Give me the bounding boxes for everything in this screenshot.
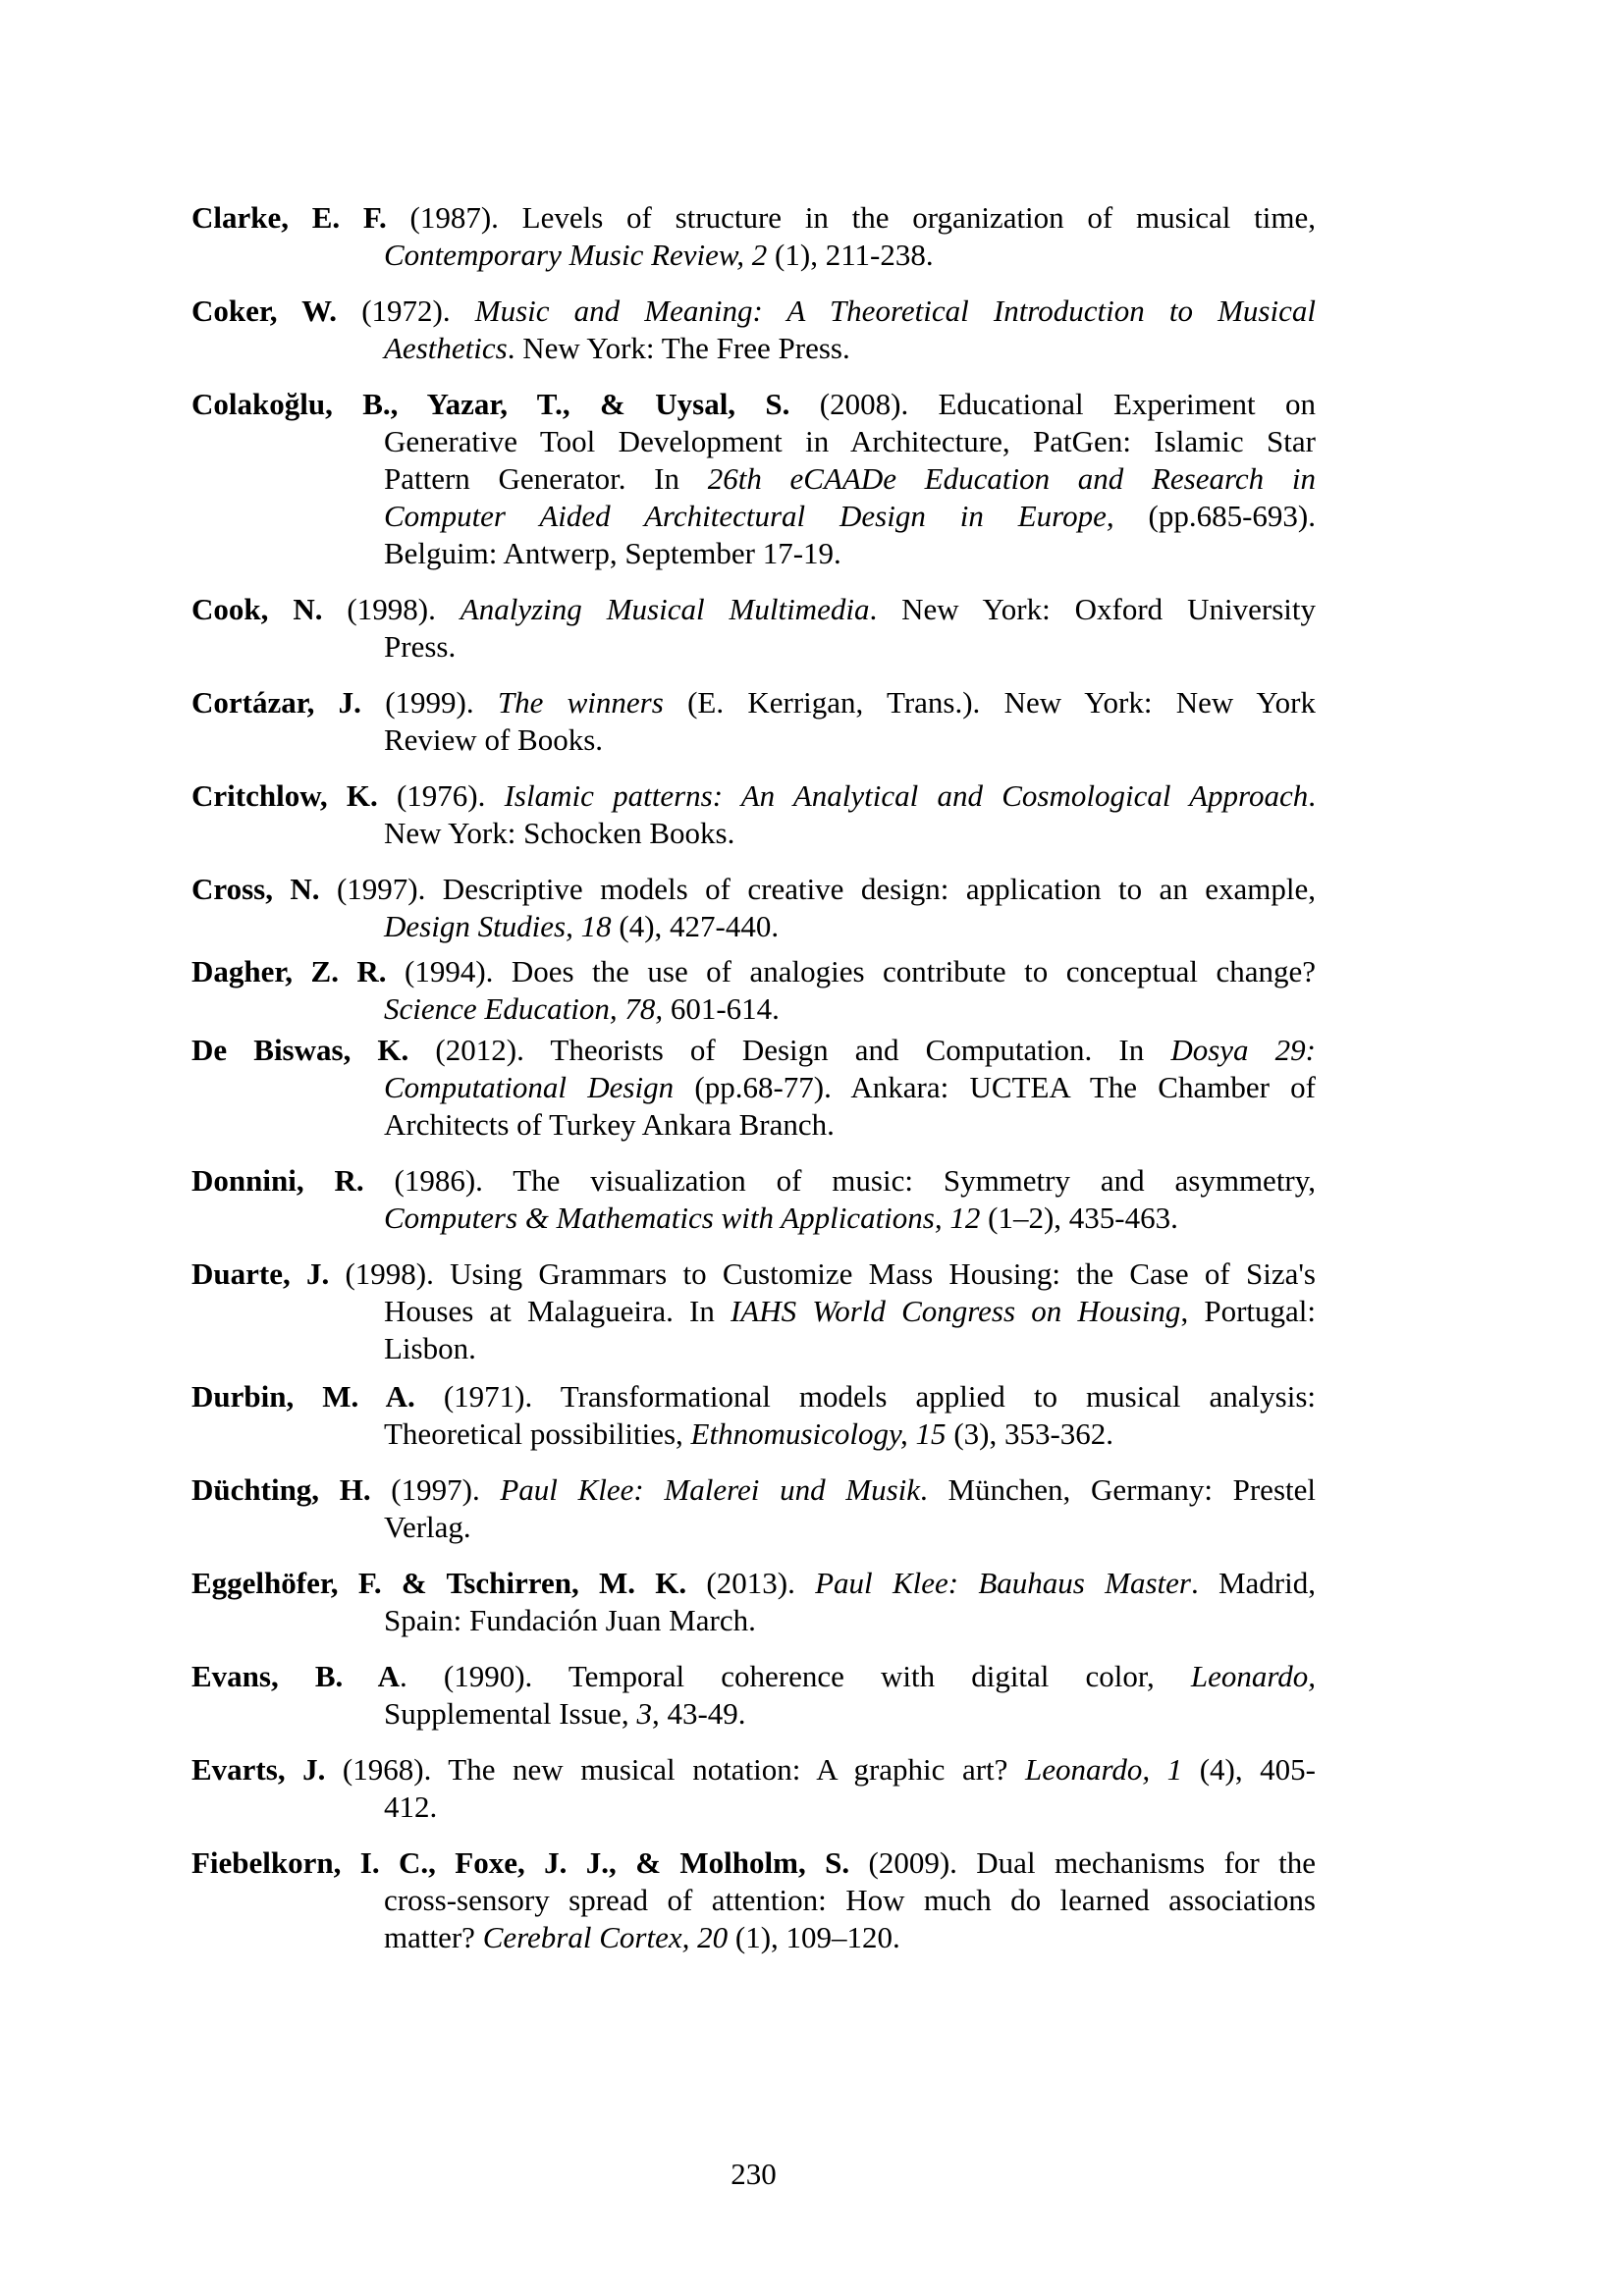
text-run: (1986). The visualization of music: Symmetry and asymmetry, [363, 1163, 1316, 1198]
reference-list [191, 199, 1316, 1975]
italic-title: Islamic patterns: An Analytical and Cosmological Approach [504, 778, 1309, 813]
reference-entry [191, 1751, 1316, 1826]
text-run: , 43-49. [651, 1696, 746, 1731]
author-names: Critchlow, K. [191, 778, 378, 813]
reference-line [191, 777, 1316, 815]
reference-line [384, 1602, 1316, 1639]
reference-line [191, 1032, 1316, 1069]
reference-entry [191, 199, 1316, 274]
reference-line [191, 1751, 1316, 1789]
reference-line [191, 871, 1316, 908]
text-run: (1997). [370, 1472, 501, 1507]
text-run: (2012). Theorists of Design and Computation. In [408, 1033, 1171, 1067]
reference-line [384, 1069, 1316, 1106]
text-run: . (1990). Temporal coherence with digital color, [400, 1659, 1191, 1693]
author-names: Cortázar, J. [191, 685, 361, 720]
author-names: Düchting, H. [191, 1472, 371, 1507]
reference-line [191, 199, 1316, 237]
italic-title: Ethnomusicology, 15 [690, 1416, 947, 1451]
reference-entry [191, 1255, 1316, 1367]
page-number: 230 [731, 2157, 777, 2191]
text-run: Houses at Malagueira. In [384, 1294, 731, 1328]
reference-entry [191, 777, 1316, 852]
author-names: Evarts, J. [191, 1752, 326, 1787]
reference-line [384, 1293, 1316, 1330]
reference-entry [191, 1162, 1316, 1237]
reference-line [191, 1378, 1316, 1415]
text-run: (1–2), 435-463. [980, 1201, 1178, 1235]
text-run: , Portugal: [1180, 1294, 1317, 1328]
text-run: . Madrid, [1190, 1566, 1316, 1600]
text-run: New York: Schocken Books. [384, 816, 735, 850]
reference-line [384, 423, 1316, 460]
text-run: Generative Tool Development in Architecture, PatGen: Islamic Star [384, 424, 1316, 458]
text-run: Theoretical possibilities, [384, 1416, 691, 1451]
reference-line [384, 1695, 1316, 1733]
text-run: (1987). Levels of structure in the organization of musical time, [386, 200, 1317, 235]
reference-line [384, 815, 1316, 852]
author-names: Dagher, Z. R. [191, 954, 387, 988]
text-run: matter? [384, 1920, 483, 1954]
reference-entry [191, 1658, 1316, 1733]
text-run: (1971). Transformational models applied to musical analysis: [414, 1379, 1316, 1414]
text-run: Pattern Generator. In [384, 461, 708, 496]
text-run: (1972). [337, 294, 475, 328]
reference-line [384, 330, 1316, 367]
reference-line [191, 1162, 1316, 1200]
author-names: De Biswas, K. [191, 1033, 409, 1067]
italic-title: Design Studies, 18 [384, 909, 612, 943]
reference-line [384, 721, 1316, 759]
italic-title: Dosya 29: [1170, 1033, 1316, 1067]
reference-line [384, 1415, 1316, 1453]
text-run: (1), 211-238. [767, 238, 934, 272]
reference-entry [191, 1471, 1316, 1546]
reference-line [384, 1106, 1316, 1144]
author-names: Evans, B. A [191, 1659, 401, 1693]
italic-title: Music and Meaning: A Theoretical Introduction to Musical [474, 294, 1316, 328]
reference-line [384, 990, 1316, 1028]
reference-line [384, 237, 1316, 274]
reference-line [191, 1658, 1316, 1695]
italic-title: Leonardo, 1 [1024, 1752, 1183, 1787]
reference-line [191, 591, 1316, 628]
reference-line [191, 1471, 1316, 1509]
reference-line [384, 1919, 1316, 1956]
italic-title: Aesthetics [384, 331, 508, 365]
author-names: Eggelhöfer, F. & Tschirren, M. K. [191, 1566, 687, 1600]
text-run: (2008). Educational Experiment on [789, 387, 1316, 421]
reference-line [384, 498, 1316, 535]
author-names: Cross, N. [191, 872, 320, 906]
text-run: Architects of Turkey Ankara Branch. [384, 1107, 835, 1142]
text-run: (4), 405- [1182, 1752, 1316, 1787]
reference-line [384, 1789, 1316, 1826]
text-run: (pp.68-77). Ankara: UCTEA The Chamber of [674, 1070, 1316, 1104]
text-run: Press. [384, 629, 457, 664]
reference-line [384, 535, 1316, 572]
text-run: (4), 427-440. [611, 909, 780, 943]
text-run: . New York: The Free Press. [507, 331, 850, 365]
text-run: (2009). Dual mechanisms for the [849, 1845, 1317, 1880]
italic-title: Contemporary Music Review, 2 [384, 238, 768, 272]
reference-line [384, 908, 1316, 945]
reference-line [191, 1844, 1316, 1882]
text-run: (1994). Does the use of analogies contribute to conceptual change? [386, 954, 1316, 988]
text-run: Review of Books. [384, 722, 604, 757]
italic-title: Cerebral Cortex, 20 [482, 1920, 729, 1954]
text-run: (1999). [360, 685, 498, 720]
italic-title: Analyzing Musical Multimedia [460, 592, 870, 626]
author-names: Duarte, J. [191, 1256, 330, 1291]
reference-line [191, 293, 1316, 330]
text-run: cross-sensory spread of attention: How much do learned associations [384, 1883, 1316, 1917]
text-run: Lisbon. [384, 1331, 476, 1365]
text-run: (1998). [322, 592, 460, 626]
text-run: (1998). Using Grammars to Customize Mass Housing: the Case of Siza's [329, 1256, 1316, 1291]
reference-entry [191, 386, 1316, 572]
text-run: Verlag. [384, 1510, 471, 1544]
italic-title: Leonardo, [1190, 1659, 1316, 1693]
author-names: Fiebelkorn, I. C., Foxe, J. J., & Molholm, S. [191, 1845, 850, 1880]
text-run: Supplemental Issue, [384, 1696, 637, 1731]
reference-entry [191, 1844, 1316, 1956]
reference-line [384, 628, 1316, 666]
reference-entry [191, 591, 1316, 666]
italic-title: Paul Klee: Bauhaus Master [815, 1566, 1191, 1600]
text-run: (2013). [686, 1566, 816, 1600]
text-run: . [1308, 778, 1316, 813]
author-names: Colakoğlu, B., Yazar, T., & Uysal, S. [191, 387, 790, 421]
text-run: 601-614. [663, 991, 780, 1026]
italic-title: Computer Aided Architectural Design in Europe, [384, 499, 1114, 533]
italic-title: Computational Design [384, 1070, 675, 1104]
reference-line [384, 1330, 1316, 1367]
text-run: (1976). [377, 778, 505, 813]
reference-line [191, 1255, 1316, 1293]
italic-title: IAHS World Congress on Housing [730, 1294, 1181, 1328]
reference-line [191, 386, 1316, 423]
reference-entry [191, 1378, 1316, 1453]
reference-line [384, 1200, 1316, 1237]
reference-line [384, 460, 1316, 498]
author-names: Donnini, R. [191, 1163, 364, 1198]
reference-entry [191, 1565, 1316, 1639]
text-run: Spain: Fundación Juan March. [384, 1603, 756, 1637]
text-run: (1), 109–120. [728, 1920, 900, 1954]
text-run: 412. [384, 1789, 438, 1824]
reference-line [191, 684, 1316, 721]
reference-entry [191, 684, 1316, 759]
author-names: Cook, N. [191, 592, 323, 626]
text-run: (1968). The new musical notation: A graphic art? [325, 1752, 1025, 1787]
reference-line [384, 1509, 1316, 1546]
italic-title: Computers & Mathematics with Applications, 12 [384, 1201, 981, 1235]
text-run: (3), 353-362. [946, 1416, 1114, 1451]
italic-title: 3 [636, 1696, 652, 1731]
reference-line [191, 953, 1316, 990]
italic-title: Paul Klee: Malerei und Musik [500, 1472, 921, 1507]
text-run: . New York: Oxford University [869, 592, 1317, 626]
text-run: (1997). Descriptive models of creative design: application to an example, [319, 872, 1316, 906]
reference-entry [191, 953, 1316, 1028]
text-run: (pp.685-693). [1113, 499, 1316, 533]
italic-title: 26th eCAADe Education and Research in [707, 461, 1316, 496]
text-run: (E. Kerrigan, Trans.). New York: New York [663, 685, 1316, 720]
reference-entry [191, 293, 1316, 367]
author-names: Coker, W. [191, 294, 338, 328]
author-names: Clarke, E. F. [191, 200, 387, 235]
reference-line [384, 1882, 1316, 1919]
text-run: Belguim: Antwerp, September 17-19. [384, 536, 841, 570]
italic-title: Science Education, 78, [384, 991, 664, 1026]
italic-title: The winners [497, 685, 664, 720]
reference-entry [191, 1032, 1316, 1144]
reference-line [191, 1565, 1316, 1602]
reference-entry [191, 871, 1316, 945]
text-run: . München, Germany: Prestel [920, 1472, 1316, 1507]
author-names: Durbin, M. A. [191, 1379, 415, 1414]
